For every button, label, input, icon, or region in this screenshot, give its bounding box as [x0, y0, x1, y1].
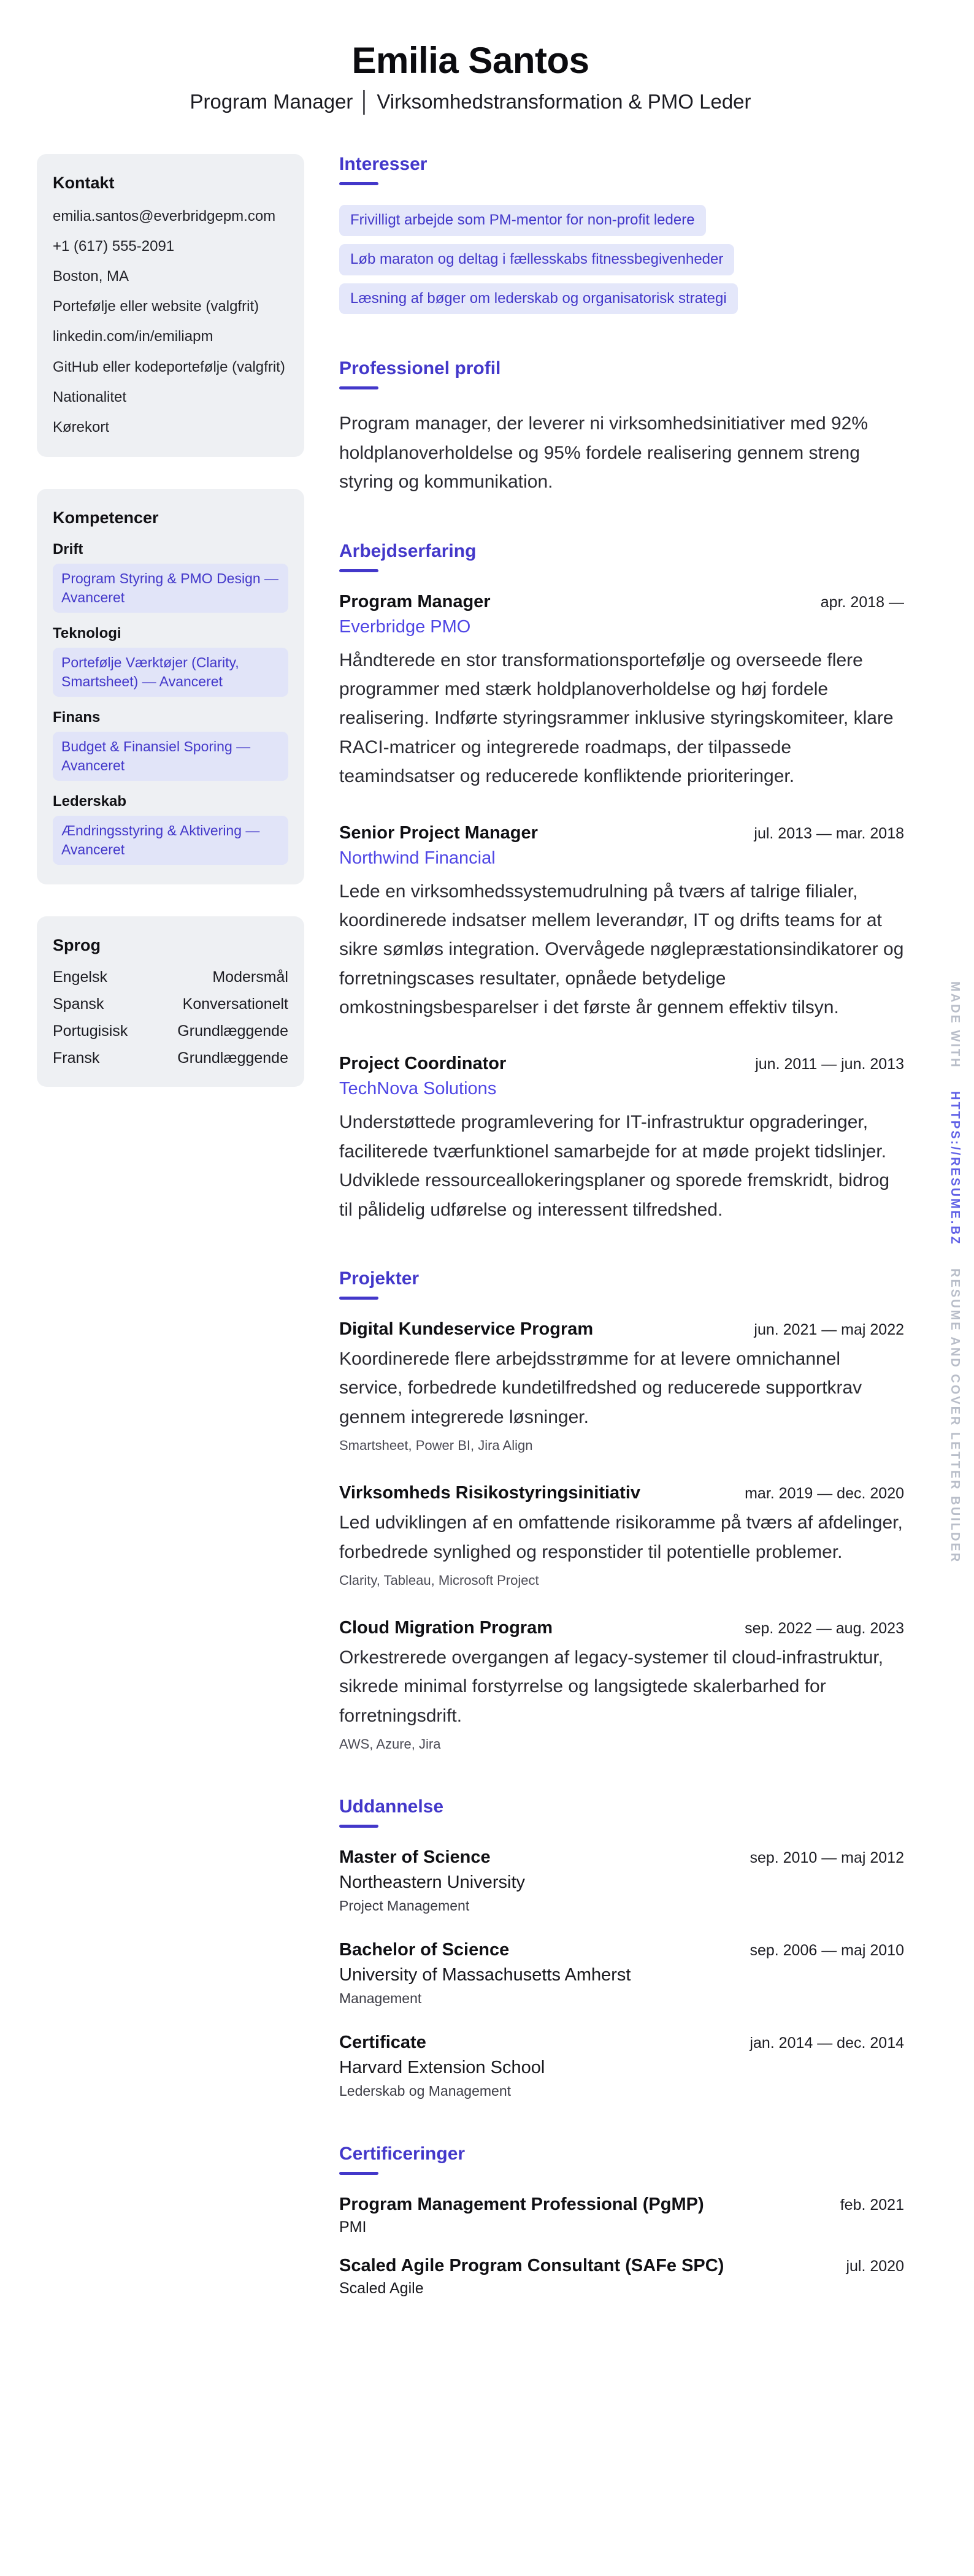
project-dates: jun. 2021 — maj 2022: [754, 1321, 904, 1339]
certification-name: Scaled Agile Program Consultant (SAFe SPC): [339, 2256, 724, 2276]
project-tools: Clarity, Tableau, Microsoft Project: [339, 1572, 539, 1588]
language-level: Modersmål: [212, 968, 288, 986]
skill-pill: Portefølje Værktøjer (Clarity, Smartsheet) — Avanceret: [53, 648, 288, 697]
resume-columns: [37, 154, 904, 2342]
language-name: Portugisisk: [53, 1022, 128, 1040]
skill-pill: Budget & Finansiel Sporing — Avanceret: [53, 732, 288, 781]
certification-header: [339, 2256, 904, 2276]
language-row: [53, 995, 288, 1013]
project-name: Virksomheds Risikostyringsinitiativ: [339, 1483, 641, 1503]
job-description: Håndterede en stor transformationsportefølje og overseede flere programmer med stærk holdplanoverholdelse og høj fordele realisering. Indførte styringsrammer inklusive styringskomiteer, klare RACI-matricer og integrerede roadmaps, der tilpassede teamindsatser og reducerede konfliktende prioriteringer.: [339, 650, 894, 787]
section-underline: [339, 1825, 378, 1828]
job-dates: apr. 2018 —: [820, 593, 904, 611]
project-description: Led udviklingen af en omfattende risikoramme på tværs af afdelinger, forbedrede synlighed og responstider til potentielle problemer.: [339, 1512, 903, 1562]
project-tools: Smartsheet, Power BI, Jira Align: [339, 1438, 533, 1454]
education-entry: [339, 1940, 904, 2007]
project-description: Orkestrerede overgangen af legacy-systemer til cloud-infrastruktur, sikrede minimal forstyrrelse og langsigtede skalerbarhed for forretningsdrift.: [339, 1647, 884, 1726]
certification-entry: [339, 2256, 904, 2298]
education-degree: Bachelor of Science: [339, 1940, 510, 1960]
job-role: Project Coordinator: [339, 1054, 507, 1074]
project-name: Cloud Migration Program: [339, 1617, 553, 1638]
contact-card-title: Kontakt: [53, 174, 115, 192]
contact-portfolio: Portefølje eller website (valgfrit): [53, 298, 259, 315]
section-underline: [339, 569, 378, 572]
job-dates: jun. 2011 — jun. 2013: [755, 1056, 904, 1073]
contact-linkedin: linkedin.com/in/emiliapm: [53, 328, 213, 345]
education-dates: sep. 2010 — maj 2012: [750, 1849, 904, 1867]
contact-location: Boston, MA: [53, 268, 129, 285]
project-entry: [339, 1319, 904, 1454]
job-entry: [339, 592, 904, 791]
certification-name: Program Management Professional (PgMP): [339, 2195, 704, 2215]
interest-pill: Frivilligt arbejde som PM-mentor for non-profit ledere: [339, 205, 706, 236]
job-description: Understøttede programlevering for IT-infrastruktur opgraderinger, faciliterede tværfunktionel samarbejde for at møde projekt tidslinjer. Udviklede ressourceallokeringsplaner og sporede fremskridt, bidrog til pålidelig udførelse og interessent tilfredshed.: [339, 1112, 890, 1220]
section-underline: [339, 2172, 378, 2175]
profile-summary: Program manager, der leverer ni virksomhedsinitiativer med 92% holdplanoverholdelse og 95% fordele realisering gennem streng styring og kommunikation.: [339, 413, 869, 493]
section-certifications: [339, 2144, 904, 2298]
skill-pill: Program Styring & PMO Design — Avanceret: [53, 564, 288, 613]
job-dates: jul. 2013 — mar. 2018: [754, 824, 904, 842]
project-tools: AWS, Azure, Jira: [339, 1736, 441, 1752]
education-header: [339, 1940, 904, 1960]
project-entry: [339, 1618, 904, 1752]
skill-group-label: Drift: [53, 540, 83, 558]
language-level: Grundlæggende: [177, 1022, 288, 1040]
education-degree: Master of Science: [339, 1847, 491, 1868]
watermark-suffix: RESUME AND COVER LETTER BUILDER: [948, 1268, 962, 1563]
section-title-certifications: Certificeringer: [339, 2144, 466, 2164]
education-field: Management: [339, 1990, 422, 2007]
skill-group: [53, 793, 288, 865]
job-header: [339, 592, 904, 612]
watermark-prefix: MADE WITH: [948, 981, 962, 1069]
section-title-projects: Projekter: [339, 1268, 420, 1289]
education-school: Harvard Extension School: [339, 2058, 545, 2078]
project-header: [339, 1618, 904, 1638]
contact-drivers-license: Kørekort: [53, 418, 110, 435]
skill-group: [53, 625, 288, 697]
project-header: [339, 1483, 904, 1503]
project-name: Digital Kundeservice Program: [339, 1319, 594, 1340]
language-row: [53, 1022, 288, 1040]
certification-entry: [339, 2195, 904, 2236]
job-description: Lede en virksomhedssystemudrulning på tværs af talrige filialer, koordinerede indsatser mellem leverandør, IT og drifts teams for at sikre sømløs integration. Overvågede nøglepræstationsindikatorer og forretningscases resultater, opnåede betydelige omkostningsbesparelser i det første år gennem effektiv tilsyn.: [339, 881, 904, 1018]
company-link[interactable]: Everbridge PMO: [339, 616, 471, 637]
section-projects: [339, 1268, 904, 1752]
section-profile: [339, 358, 904, 496]
education-header: [339, 1847, 904, 1868]
education-school: University of Massachusetts Amherst: [339, 1965, 631, 1985]
education-degree: Certificate: [339, 2033, 426, 2053]
company-link[interactable]: TechNova Solutions: [339, 1079, 497, 1099]
education-dates: jan. 2014 — dec. 2014: [750, 2034, 904, 2052]
section-title-interests: Interesser: [339, 154, 428, 174]
skill-group: [53, 709, 288, 781]
interest-pill: Læsning af bøger om lederskab og organisatorisk strategi: [339, 283, 738, 315]
language-name: Engelsk: [53, 968, 107, 986]
job-role: Senior Project Manager: [339, 822, 538, 843]
project-dates: sep. 2022 — aug. 2023: [745, 1619, 904, 1637]
section-interests: [339, 154, 904, 314]
watermark-resume-bz-link[interactable]: HTTPS://RESUME.BZ: [948, 1091, 962, 1246]
main-column: [339, 154, 904, 2342]
watermark: [948, 981, 962, 1563]
contact-email: emilia.santos@everbridgepm.com: [53, 208, 276, 224]
section-underline: [339, 1297, 378, 1300]
skill-group-label: Teknologi: [53, 624, 121, 642]
education-header: [339, 2033, 904, 2053]
section-education: [339, 1796, 904, 2099]
certification-header: [339, 2195, 904, 2215]
certification-issuer: Scaled Agile: [339, 2280, 424, 2298]
job-entry: [339, 1054, 904, 1224]
section-title-education: Uddannelse: [339, 1796, 444, 1817]
candidate-name: Emilia Santos: [351, 40, 589, 81]
language-level: Grundlæggende: [177, 1049, 288, 1067]
education-school: Northeastern University: [339, 1873, 525, 1893]
contact-github: GitHub eller kodeportefølje (valgfrit): [53, 358, 285, 375]
contact-card: [37, 154, 304, 457]
language-name: Fransk: [53, 1049, 100, 1067]
job-role: Program Manager: [339, 591, 491, 611]
language-level: Konversationelt: [182, 995, 288, 1013]
job-entry: [339, 823, 904, 1022]
section-experience: [339, 541, 904, 1224]
section-title-profile: Professionel profil: [339, 358, 501, 379]
certification-issuer: PMI: [339, 2218, 367, 2236]
language-name: Spansk: [53, 995, 104, 1013]
languages-card-title: Sprog: [53, 936, 101, 955]
certification-dates: jul. 2020: [846, 2258, 904, 2275]
languages-card: [37, 916, 304, 1087]
skill-group: [53, 541, 288, 613]
section-underline: [339, 386, 378, 389]
skill-group-label: Finans: [53, 709, 101, 726]
job-header: [339, 1054, 904, 1074]
certification-dates: feb. 2021: [840, 2196, 904, 2214]
education-dates: sep. 2006 — maj 2010: [750, 1942, 904, 1960]
contact-phone: +1 (617) 555-2091: [53, 238, 175, 255]
section-title-experience: Arbejdserfaring: [339, 540, 477, 561]
project-entry: [339, 1483, 904, 1589]
education-entry: [339, 1847, 904, 1914]
resume-header: [37, 39, 904, 113]
skills-card: [37, 489, 304, 884]
project-dates: mar. 2019 — dec. 2020: [745, 1485, 904, 1503]
education-entry: [339, 2033, 904, 2099]
skill-group-label: Lederskab: [53, 793, 127, 810]
project-header: [339, 1319, 904, 1340]
education-field: Lederskab og Management: [339, 2083, 512, 2099]
education-field: Project Management: [339, 1898, 470, 1914]
contact-nationality: Nationalitet: [53, 388, 127, 405]
interest-pill: Løb maraton og deltag i fællesskabs fitnessbegivenheder: [339, 244, 734, 275]
language-row: [53, 968, 288, 986]
interest-pill-list: [339, 205, 904, 314]
candidate-title: Program Manager │ Virksomhedstransformation & PMO Leder: [190, 90, 751, 113]
skills-card-title: Kompetencer: [53, 508, 159, 527]
section-underline: [339, 182, 378, 185]
language-row: [53, 1049, 288, 1067]
skill-pill: Ændringsstyring & Aktivering — Avanceret: [53, 816, 288, 865]
project-description: Koordinerede flere arbejdsstrømme for at levere omnichannel service, forbedrede kundetilfredshed og reducerede supportkrav gennem integrerede løsninger.: [339, 1349, 862, 1427]
company-link[interactable]: Northwind Financial: [339, 848, 496, 868]
job-header: [339, 823, 904, 843]
sidebar: [37, 154, 304, 1087]
